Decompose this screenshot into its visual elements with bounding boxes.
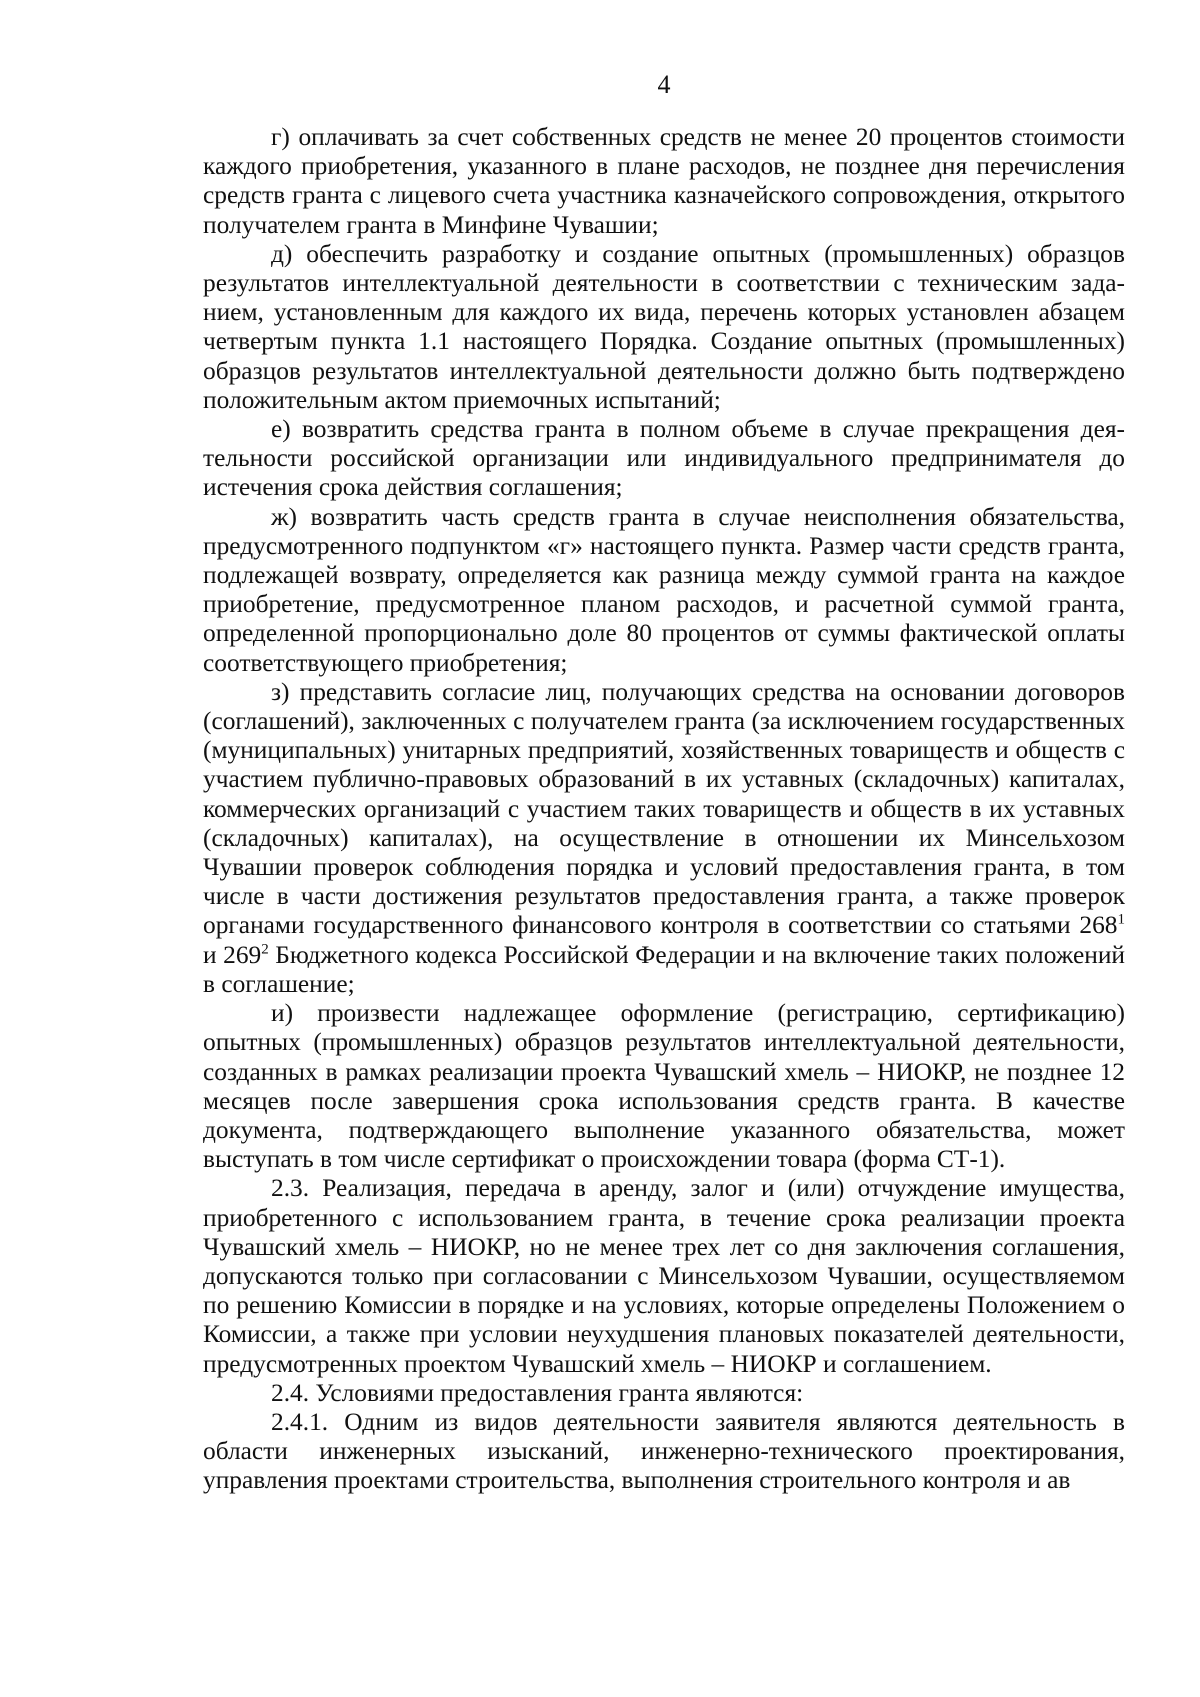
- paragraph-z-text-after: Бюджетного кодекса Российской Федерации и на включение таких положений в соглашение;: [203, 940, 1125, 998]
- paragraph-2-4: 2.4. Условиями предоставления гранта являются:: [271, 1378, 804, 1407]
- paragraph-e: е) возвратить средства гранта в полном объеме в случае прекращения деятельности российской организации или индивидуального предпринимателя до истечения срока действия соглашения;: [203, 415, 1125, 502]
- superscript-1: 1: [1117, 912, 1125, 929]
- paragraph-z: [203, 678, 1125, 999]
- paragraph-z-text-before: з) представить согласие лиц, получающих средства на основании договоров (соглашений), заключенных с получателем гранта (за исключением государственных (муниципальных) унитарных предприятий, хозяйственных товариществ и обществ с участием публично-правовых образований в их уставных (складочных) капиталах, коммерческих организаций с участием таких товариществ и обществ в их уставных (складочных) капиталах), на осуществление в отношении их Минсельхозом Чувашии проверок соблюдения порядка и условий предоставления гранта, в том числе в части достижения результатов предоставления гранта, а также проверок органами государственного финансового контроля в соответствии со статьями 268: [203, 677, 1125, 940]
- paragraph-i: и) произвести надлежащее оформление (регистрацию, сертификацию) опытных (промышленных) образцов результатов интеллектуальной деятельности, созданных в рамках реализации проекта Чувашский хмель – НИОКР, не позднее 12 месяцев после завершения срока использования средств гранта. В качестве документа, подтверждающего выполнение указанного обязательства, может выступать в том числе сертификат о происхождении товара (форма СТ-1).: [203, 999, 1125, 1174]
- page-number: 4: [657, 70, 671, 99]
- paragraph-2-3: 2.3. Реализация, передача в аренду, залог и (или) отчуждение имущества, приобретенного с использованием гранта, в течение срока реализации проекта Чувашский хмель – НИОКР, но не менее трех лет со дня заключения соглашения, допускаются только при согласовании с Минсельхозом Чувашии, осуществляемом по решению Комиссии в порядке и на условиях, которые определены Положением о Комиссии, а также при условии неухудшения плановых показателей деятельности, предусмотренных проектом Чувашский хмель – НИОКР и соглашением.: [203, 1174, 1125, 1378]
- paragraph-z-text-mid: и 269: [203, 940, 262, 969]
- document-body: [203, 123, 1125, 1496]
- superscript-2: 2: [261, 941, 269, 958]
- paragraph-2-4-1: 2.4.1. Одним из видов деятельности заявителя являются деятельность в области инженерных изысканий, инженерно-технического проектирования, управления проектами строительства, выполнения строительного контроля и ав: [203, 1407, 1125, 1495]
- paragraph-zh: ж) возвратить часть средств гранта в случае неисполнения обязательства, предусмотренного подпунктом «г» настоящего пункта. Размер части средств гранта, подлежащей возврату, определяется как разница между суммой гранта на каждое приобретение, предусмотренное планом расходов, и расчетной суммой гранта, определенной пропорционально доле 80 процентов от суммы фактической оплаты соответствующего приобретения;: [203, 502, 1125, 677]
- paragraph-g: г) оплачивать за счет собственных средств не менее 20 процентов стоимости каждого приобретения, указанного в плане расходов, не позднее дня перечисления средств гранта с лицевого счета участника казначейского сопровождения, открытого получателем гранта в Минфине Чувашии;: [203, 123, 1125, 239]
- paragraph-d: д) обеспечить разработку и создание опытных (промышленных) образцов результатов интеллектуальной деятельности в соответствии с техническим заданием, установленным для каждого их вида, перечень которых установлен абзацем четвертым пункта 1.1 настоящего Порядка. Создание опытных (промышленных) образцов результатов интеллектуальной деятельности должно быть подтверждено положительным актом приемочных испытаний;: [203, 239, 1125, 414]
